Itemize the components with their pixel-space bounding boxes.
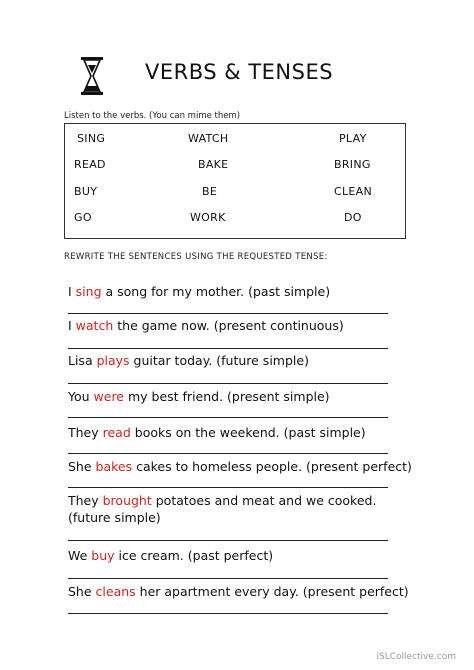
verb-item: WATCH [188, 132, 229, 145]
sentence-text: We [68, 548, 92, 563]
sentence-text: You [68, 389, 94, 404]
sentence-item [68, 318, 344, 333]
answer-line[interactable] [68, 348, 388, 349]
answer-line[interactable] [68, 613, 388, 614]
sentence-text: They [68, 493, 103, 508]
sentence-item [68, 548, 273, 563]
verb-item: WORK [190, 211, 226, 224]
sentence-text: She [68, 459, 96, 474]
sentence-item [68, 389, 330, 404]
answer-line[interactable] [68, 313, 388, 314]
sentence-text: She [68, 584, 96, 599]
sentence-text: guitar today. (future simple) [129, 353, 309, 368]
sentence-text: ice cream. (past perfect) [114, 548, 274, 563]
highlighted-verb: read [102, 425, 131, 440]
sentence-text: I [68, 284, 76, 299]
verb-list-box [64, 123, 406, 239]
answer-line[interactable] [68, 453, 388, 454]
rewrite-heading: REWRITE THE SENTENCES USING THE REQUESTED TENSE: [64, 252, 328, 262]
sentence-text: I [68, 318, 76, 333]
hourglass-icon [80, 56, 104, 96]
sentence-text: Lisa [68, 353, 97, 368]
answer-line[interactable] [68, 383, 388, 384]
verb-item: SING [77, 132, 106, 145]
highlighted-verb: brought [102, 493, 152, 508]
sentence-item [68, 353, 309, 368]
verb-item: PLAY [339, 132, 367, 145]
verb-item: BUY [74, 185, 98, 198]
page-title: VERBS & TENSES [145, 60, 334, 84]
highlighted-verb: bakes [95, 459, 133, 474]
highlighted-verb: buy [91, 548, 115, 563]
highlighted-verb: cleans [95, 584, 136, 599]
sentence-text: a song for my mother. (past simple) [101, 284, 331, 299]
verb-item: BAKE [198, 158, 229, 171]
highlighted-verb: plays [96, 353, 130, 368]
answer-line[interactable] [68, 417, 388, 418]
sentence-item [68, 284, 330, 299]
answer-line[interactable] [68, 540, 388, 541]
sentence-item [68, 425, 366, 440]
answer-line[interactable] [68, 487, 388, 488]
sentence-text: They [68, 425, 103, 440]
sentence-item [68, 459, 412, 474]
sentence-text: cakes to homeless people. (present perfect) [132, 459, 412, 474]
sentence-text: books on the weekend. (past simple) [130, 425, 366, 440]
sentence-text: her apartment every day. (present perfect) [135, 584, 409, 599]
verb-item: BRING [334, 158, 371, 171]
sentence-item [68, 492, 408, 526]
highlighted-verb: sing [75, 284, 102, 299]
verb-item: BE [202, 185, 218, 198]
verb-item: DO [344, 211, 362, 224]
highlighted-verb: were [93, 389, 124, 404]
verb-item: CLEAN [334, 185, 373, 198]
sentence-text: my best friend. (present simple) [124, 389, 330, 404]
verb-item: GO [74, 211, 92, 224]
highlighted-verb: watch [75, 318, 114, 333]
sentence-text: potatoes and meat and we cooked. (future simple) [68, 493, 377, 525]
sentence-text: the game now. (present continuous) [113, 318, 344, 333]
site-watermark: iSLCollective.com [376, 652, 456, 662]
instruction-text: Listen to the verbs. (You can mime them) [64, 111, 241, 121]
verb-item: READ [74, 158, 106, 171]
answer-line[interactable] [68, 578, 388, 579]
sentence-item [68, 584, 409, 599]
